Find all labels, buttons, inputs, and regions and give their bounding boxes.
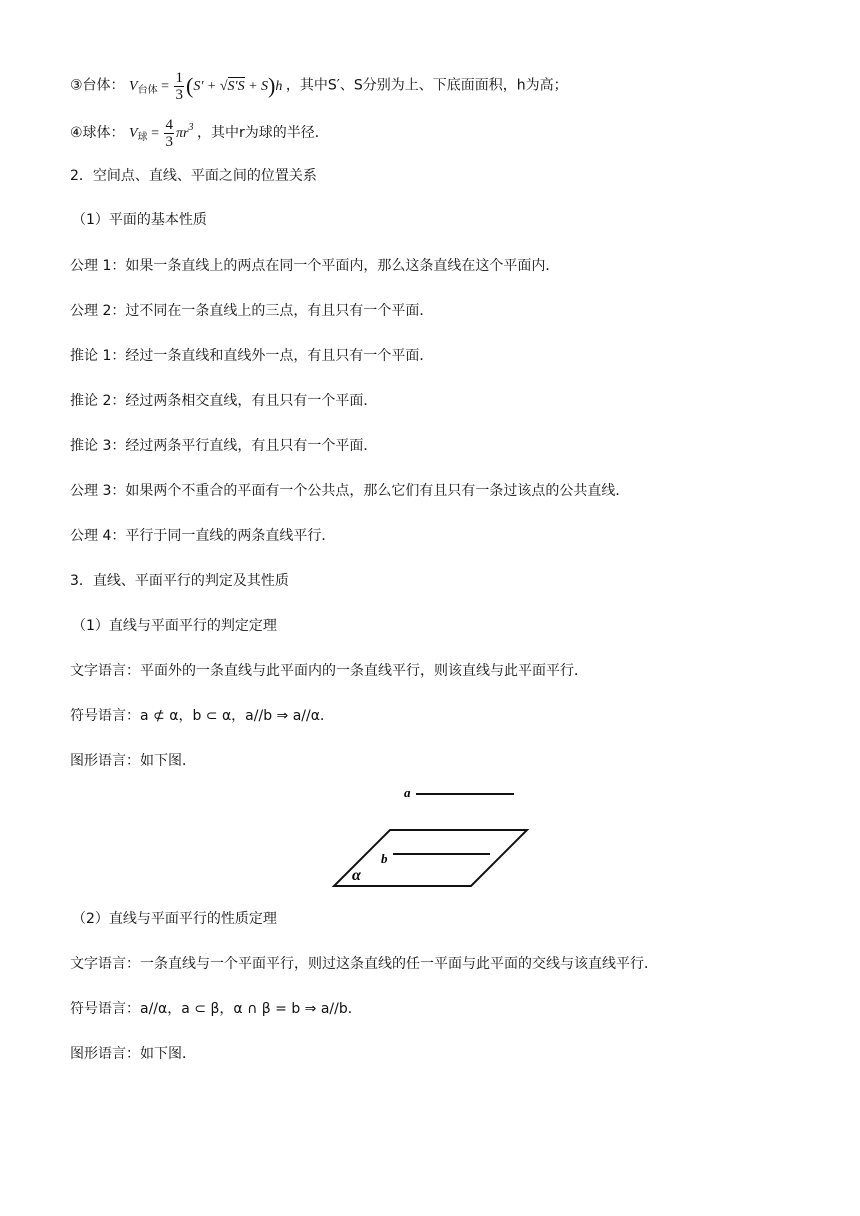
subsection-heading: （1）平面的基本性质 <box>72 212 207 228</box>
fraction-four-thirds: $\frac{4}{3}$ <box>165 117 173 151</box>
section-heading-2: 2．空间点、直线、平面之间的位置关系 <box>70 168 317 184</box>
frustum-volume-line <box>70 70 568 105</box>
axiom-1: 公理 1：如果一条直线上的两点在同一个平面内，那么这条直线在这个平面内． <box>70 258 560 274</box>
corollary-2: 推论 2：经过两条相交直线，有且只有一个平面． <box>70 393 378 409</box>
frustum-description: ，其中S′、S分别为上、下底面面积，h为高； <box>285 77 568 94</box>
subsection-heading: （1）直线与平面平行的判定定理 <box>72 618 277 634</box>
axiom-3: 公理 3：如果两个不重合的平面有一个公共点，那么它们有且只有一条过该点的公共直线． <box>70 483 630 499</box>
symbolic-statement: 符号语言：a ⊄ α，b ⊂ α，a//b ⇒ a//α． <box>70 708 334 724</box>
sphere-label: ④球体： <box>70 125 125 141</box>
frustum-label: ③台体： <box>70 77 125 94</box>
frustum-formula: $V_{台体}$ = $\frac{1}{3}$ (S′ + √S′S + S)h <box>129 70 283 103</box>
sphere-description: ，其中r为球的半径． <box>196 125 329 141</box>
line-plane-parallel-figure <box>330 780 540 892</box>
section-heading-3: 3．直线、平面平行的判定及其性质 <box>70 573 289 589</box>
plane-alpha <box>334 830 527 886</box>
corollary-1: 推论 1：经过一条直线和直线外一点，有且只有一个平面． <box>70 348 434 364</box>
label-alpha: α <box>352 867 361 884</box>
axiom-4: 公理 4：平行于同一直线的两条直线平行． <box>70 528 336 544</box>
figure-caption: 图形语言：如下图． <box>70 1046 196 1062</box>
symbolic-statement: 符号语言：a//α，a ⊂ β，α ∩ β = b ⇒ a//b． <box>70 1001 362 1017</box>
figure-caption: 图形语言：如下图． <box>70 753 196 769</box>
verbal-statement: 文字语言：平面外的一条直线与此平面内的一条直线平行，则该直线与此平面平行． <box>70 663 588 679</box>
subsection-heading: （2）直线与平面平行的性质定理 <box>72 911 277 927</box>
label-a: a <box>404 785 411 800</box>
corollary-3: 推论 3：经过两条平行直线，有且只有一个平面． <box>70 438 378 454</box>
fraction-one-third: $\frac{1}{3}$ <box>175 70 183 103</box>
sphere-volume-line <box>70 114 329 152</box>
sphere-formula: $V_球$ = $\frac{4}{3}$ $\pi r^3$ <box>129 117 194 151</box>
verbal-statement: 文字语言：一条直线与一个平面平行，则过这条直线的任一平面与此平面的交线与该直线平行． <box>70 956 658 972</box>
sqrt-sign: √ <box>219 78 228 94</box>
axiom-2: 公理 2：过不同在一条直线上的三点，有且只有一个平面． <box>70 303 434 319</box>
label-b: b <box>381 851 388 866</box>
